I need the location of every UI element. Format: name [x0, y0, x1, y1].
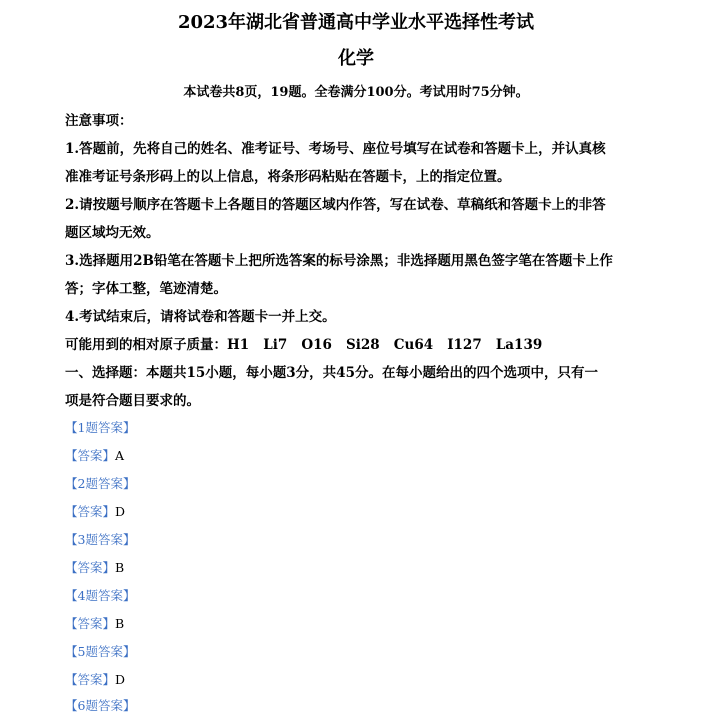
- answer-label: 【答案】: [65, 616, 116, 631]
- answer-tag-3: [65, 530, 135, 550]
- answer-label: 【答案】: [65, 448, 116, 463]
- question-tag: 【4题答案】: [65, 588, 136, 603]
- answer-label: 【答案】: [65, 504, 116, 519]
- answer-tag-6: [65, 696, 135, 716]
- answer-tag-5: [65, 642, 135, 662]
- notes-line-1: 1.答题前，先将自己的姓名、准考证号、考场号、座位号填写在试卷和答题卡上，并认真核: [65, 141, 606, 157]
- subject-title: 化学: [338, 48, 374, 69]
- notes-line-5: 3.选择题用2B铅笔在答题卡上把所选答案的标号涂黑；非选择题用黑色签字笔在答题卡上作: [65, 253, 613, 269]
- answer-label: 【答案】: [65, 672, 116, 687]
- question-tag: 【5题答案】: [65, 644, 136, 659]
- answer-row-4: [65, 614, 124, 634]
- question-tag: 【2题答案】: [65, 476, 136, 491]
- answer-tag-1: [65, 418, 135, 438]
- answer-tag-2: [65, 474, 135, 494]
- notes-line-6: 答；字体工整，笔迹清楚。: [65, 281, 227, 297]
- exam-title: 2023年湖北省普通高中学业水平选择性考试: [177, 12, 535, 33]
- notes-heading: 注意事项：: [65, 113, 133, 129]
- answer-value: B: [115, 616, 125, 631]
- notes-line-2: 准准考证号条形码上的以上信息，将条形码粘贴在答题卡，上的指定位置。: [65, 169, 511, 185]
- atomic-masses: 可能用到的相对原子质量：H1 Li7 O16 Si28 Cu64 I127 La139: [65, 337, 543, 353]
- notes-line-7: 4.考试结束后，请将试卷和答题卡一并上交。: [65, 309, 336, 325]
- answer-row-1: [65, 446, 124, 466]
- answer-value: D: [115, 504, 126, 519]
- question-tag: 【1题答案】: [65, 420, 136, 435]
- question-tag: 【6题答案】: [65, 698, 136, 713]
- question-tag: 【3题答案】: [65, 532, 136, 547]
- answer-row-2: [65, 502, 125, 522]
- section-heading-line-2: 项是符合题目要求的。: [65, 393, 200, 409]
- answer-value: D: [115, 672, 126, 687]
- answer-row-5: [65, 670, 125, 690]
- section-heading-line-1: 一、选择题：本题共15小题，每小题3分，共45分。在每小题给出的四个选项中，只有一: [65, 365, 598, 381]
- exam-info: 本试卷共8页，19题。全卷满分100分。考试用时75分钟。: [183, 85, 529, 100]
- answer-row-3: [65, 558, 124, 578]
- answer-value: A: [115, 448, 125, 463]
- answer-tag-4: [65, 586, 135, 606]
- notes-line-4: 题区域均无效。: [65, 225, 160, 241]
- notes-line-3: 2.请按题号顺序在答题卡上各题目的答题区域内作答，写在试卷、草稿纸和答题卡上的非答: [65, 197, 606, 213]
- answer-value: B: [115, 560, 125, 575]
- answer-label: 【答案】: [65, 560, 116, 575]
